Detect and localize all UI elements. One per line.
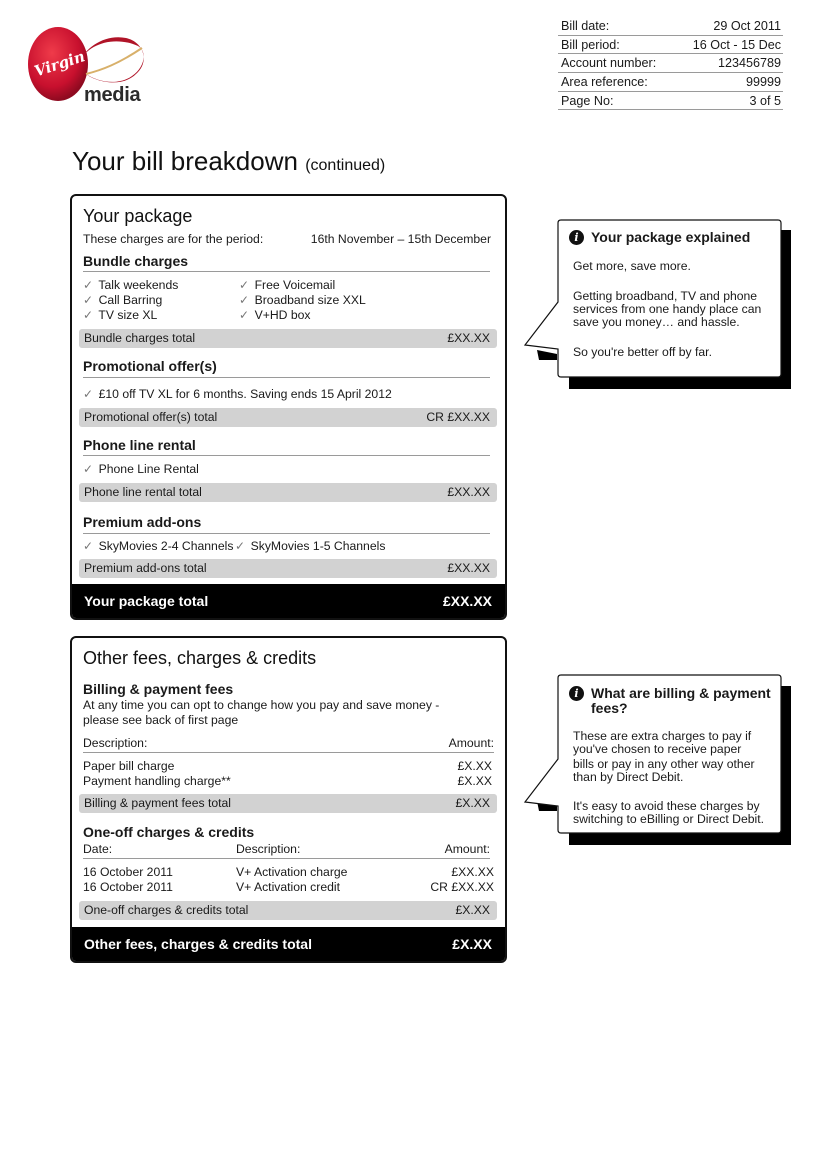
callout-paragraph-line: bills or pay in any other way other (573, 757, 755, 771)
fee-row-amount: £X.XX (457, 774, 492, 788)
page-title-main: Your bill breakdown (72, 146, 298, 176)
bundle-item: ✓ V+HD box (239, 308, 311, 322)
check-icon: ✓ (239, 293, 250, 307)
fees-panel (70, 636, 507, 963)
check-icon: ✓ (83, 293, 94, 307)
virgin-media-logo (26, 24, 150, 108)
total-value: £XX.XX (447, 331, 490, 345)
one-off-charges-heading: One-off charges & credits (83, 824, 255, 840)
meta-row-page-no (558, 92, 783, 111)
phone-item: ✓ Phone Line Rental (83, 462, 199, 476)
info-icon: i (569, 230, 584, 245)
column-header-description: Description: (83, 736, 148, 750)
total-value: £X.XX (455, 796, 490, 810)
column-header-date: Date: (83, 842, 113, 856)
logo-virgin-text: Virgin (31, 47, 88, 81)
total-label: Promotional offer(s) total (84, 410, 218, 424)
meta-value: 3 of 5 (749, 93, 781, 108)
meta-value: 123456789 (717, 56, 781, 71)
billing-total-bar (79, 794, 497, 813)
page-title-suffix: (continued) (305, 157, 386, 174)
oneoff-row-amount: £XX.XX (451, 865, 494, 879)
phone-total-bar (79, 483, 497, 502)
divider (83, 752, 494, 753)
callout-paragraph-line: switching to eBilling or Direct Debit. (573, 812, 765, 826)
promotional-offers-heading: Promotional offer(s) (83, 358, 217, 374)
oneoff-row-description: V+ Activation credit (236, 880, 340, 894)
bundle-item: ✓ TV size XL (83, 308, 158, 322)
fees-title: Other fees, charges & credits (83, 648, 317, 668)
period-label: These charges are for the period: (83, 232, 264, 246)
billing-payment-fees-heading: Billing & payment fees (83, 681, 234, 697)
check-icon: ✓ (239, 278, 250, 292)
meta-value: 29 Oct 2011 (713, 19, 781, 33)
meta-row-area-reference (558, 73, 783, 92)
fees-grand-total (72, 927, 505, 961)
divider (83, 858, 490, 859)
callout-paragraph-line: you've chosen to receive paper (573, 742, 742, 756)
meta-row-account-number (558, 54, 783, 73)
callout-paragraph: So you're better off by far. (573, 345, 712, 359)
meta-label: Account number: (561, 56, 657, 71)
column-header-description: Description: (236, 842, 301, 856)
billing-note-line: please see back of first page (83, 713, 239, 727)
premium-addons-heading: Premium add-ons (83, 514, 202, 530)
total-label: One-off charges & credits total (84, 903, 249, 917)
meta-label: Bill period: (561, 37, 620, 52)
page-title (72, 146, 385, 177)
check-icon: ✓ (83, 308, 94, 322)
grand-total-label: Other fees, charges & credits total (84, 936, 312, 952)
grand-total-value: £X.XX (452, 936, 492, 952)
total-value: CR £XX.XX (426, 410, 490, 424)
oneoff-total-bar (79, 901, 497, 920)
divider (83, 377, 490, 378)
phone-line-rental-heading: Phone line rental (83, 437, 196, 453)
grand-total-value: £XX.XX (442, 593, 492, 609)
oneoff-row-description: V+ Activation charge (236, 865, 348, 879)
package-grand-total (72, 584, 505, 618)
total-label: Billing & payment fees total (84, 796, 232, 810)
billing-note-line: At any time you can opt to change how you pay and save money - (83, 698, 440, 712)
grand-total-label: Your package total (84, 593, 209, 609)
check-icon: ✓ (83, 387, 94, 401)
total-value: £X.XX (455, 903, 490, 917)
divider (83, 533, 490, 534)
addon-item: ✓ SkyMovies 1-5 Channels (235, 539, 386, 553)
oneoff-row-date: 16 October 2011 (83, 865, 173, 879)
callout-heading: i What are billing & payment fees? (569, 686, 771, 715)
package-panel (70, 194, 507, 620)
callout-paragraph-line: save you money… and hassle. (573, 315, 740, 329)
meta-value: 16 Oct - 15 Dec (692, 37, 781, 52)
bundle-item: ✓ Broadband size XXL (239, 293, 366, 307)
oneoff-row-date: 16 October 2011 (83, 880, 173, 894)
callout-paragraph: Get more, save more. (573, 259, 691, 273)
logo-media-text: media (84, 84, 141, 106)
check-icon: ✓ (235, 539, 246, 553)
addons-total-bar (79, 559, 497, 578)
meta-row-bill-date (558, 17, 783, 36)
total-value: £XX.XX (447, 561, 490, 575)
bundle-item: ✓ Talk weekends (83, 278, 179, 292)
bundle-item: ✓ Call Barring (83, 293, 163, 307)
callout-heading: i Your package explained (569, 230, 750, 245)
total-value: £XX.XX (447, 485, 490, 499)
callout-paragraph-line: services from one handy place can (573, 302, 762, 316)
total-label: Bundle charges total (84, 331, 196, 345)
callout-paragraph-line: It's easy to avoid these charges by (573, 799, 760, 813)
total-label: Phone line rental total (84, 485, 202, 499)
addon-item: ✓ SkyMovies 2-4 Channels (83, 539, 234, 553)
check-icon: ✓ (83, 462, 94, 476)
check-icon: ✓ (83, 539, 94, 553)
oneoff-row-amount: CR £XX.XX (430, 880, 494, 894)
column-header-amount: Amount: (448, 736, 494, 750)
bundle-total-bar (79, 329, 497, 348)
fee-row-description: Payment handling charge** (83, 774, 231, 788)
check-icon: ✓ (83, 278, 94, 292)
callout-paragraph-line: These are extra charges to pay if (573, 729, 752, 743)
bundle-charges-heading: Bundle charges (83, 253, 189, 269)
check-icon: ✓ (239, 308, 250, 322)
divider (83, 271, 490, 272)
fee-row-amount: £X.XX (457, 759, 492, 773)
bill-meta-table (558, 17, 783, 110)
column-header-amount: Amount: (444, 842, 490, 856)
billing-fees-callout (523, 673, 793, 848)
divider (83, 455, 490, 456)
package-explained-callout (523, 218, 793, 393)
fee-row-description: Paper bill charge (83, 759, 175, 773)
meta-row-bill-period (558, 36, 783, 55)
package-title: Your package (83, 206, 193, 226)
callout-paragraph-line: Getting broadband, TV and phone (573, 289, 758, 303)
period-value: 16th November – 15th December (310, 232, 491, 246)
meta-value: 99999 (745, 75, 781, 90)
total-label: Premium add-ons total (84, 561, 207, 575)
meta-label: Page No: (561, 93, 614, 108)
callout-paragraph-line: than by Direct Debit. (573, 770, 684, 784)
promo-total-bar (79, 408, 497, 427)
promo-item: ✓ £10 off TV XL for 6 months. Saving ends 15 April 2012 (83, 387, 392, 401)
meta-label: Area reference: (561, 75, 648, 90)
bundle-item: ✓ Free Voicemail (239, 278, 336, 292)
meta-label: Bill date: (561, 19, 610, 33)
info-icon: i (569, 686, 584, 701)
